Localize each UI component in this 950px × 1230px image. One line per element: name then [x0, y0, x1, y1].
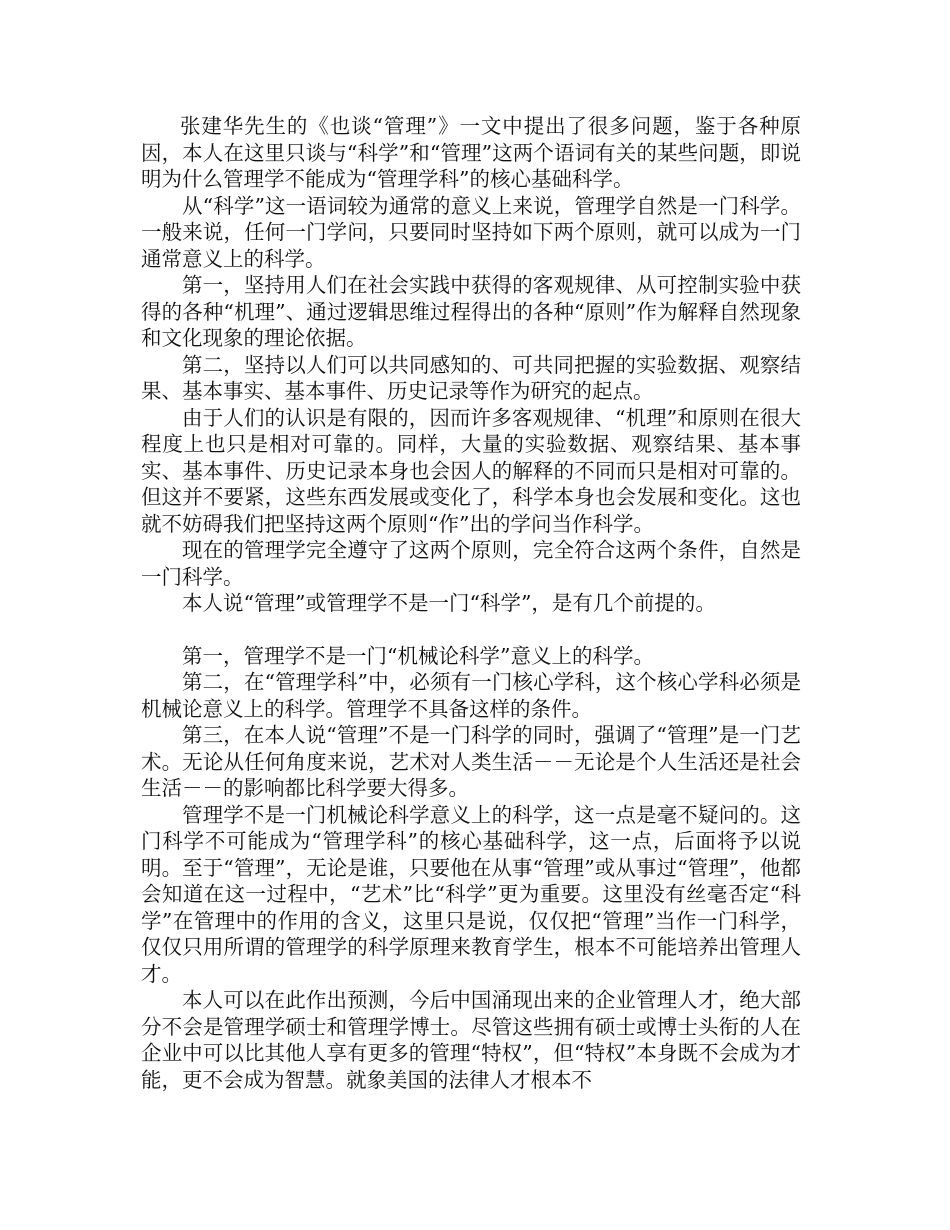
paragraph-premises: 本人说“管理”或管理学不是一门“科学”，是有几个前提的。	[182, 591, 716, 615]
paragraph-art-vs-science: 管理学不是一门机械论科学意义上的科学，这一点是毫不疑问的。这门科学不可能成为“管理学科”的核心基础科学，这一点，后面将予以说明。至于“管理”，无论是谁，只要他在从事“管理”或从事过“管理”，他都会知道在这一过程中，“艺术”比“科学”更为重要。这里没有丝毫否定“科学”在管理中的作用的含义，这里只是说，仅仅把“管理”当作一门科学，仅仅只用所谓的管理学的科学原理来教育学生，根本不可能培养出管理人才。	[141, 802, 801, 986]
paragraph-prediction: 本人可以在此作出预测，今后中国涌现出来的企业管理人才，绝大部分不会是管理学硕士和管理学博士。尽管这些拥有硕士或博士头衔的人在企业中可以比其他人享有更多的管理“特权”，但“特权”本身既不会成为才能，更不会成为智慧。就象美国的法律人才根本不	[141, 988, 801, 1092]
paragraph-limited-knowledge: 由于人们的认识是有限的，因而许多客观规律、“机理”和原则在很大程度上也只是相对可靠的。同样，大量的实验数据、观察结果、基本事实、基本事件、历史记录本身也会因人的解释的不同而只是相对可靠的。但这并不要紧，这些东西发展或变化了，科学本身也会发展和变化。这也就不妨碍我们把坚持这两个原则“作”出的学问当作科学。	[141, 405, 801, 536]
paragraph-principle-one: 第一，坚持用人们在社会实践中获得的客观规律、从可控制实验中获得的各种“机理”、通过逻辑思维过程得出的各种“原则”作为解释自然现象和文化现象的理论依据。	[141, 273, 801, 350]
paragraph-principle-two: 第二，坚持以人们可以共同感知的、可共同把握的实验数据、观察结果、基本事实、基本事件、历史记录等作为研究的起点。	[141, 352, 801, 403]
document-body	[141, 113, 801, 1093]
paragraph-management-is-science: 现在的管理学完全遵守了这两个原则，完全符合这两个条件，自然是一门科学。	[141, 538, 801, 589]
paragraph-science-general: 从“科学”这一语词较为通常的意义上来说，管理学自然是一门科学。一般来说，任何一门学问，只要同时坚持如下两个原则，就可以成为一门通常意义上的科学。	[141, 193, 801, 271]
paragraph-premise-one: 第一，管理学不是一门“机械论科学”意义上的科学。	[182, 643, 654, 668]
paragraph-premise-three: 第三，在本人说“管理”不是一门科学的同时，强调了“管理”是一门艺术。无论从任何角度来说，艺术对人类生活－－无论是个人生活还是社会生活－－的影响都比科学要大得多。	[141, 723, 801, 800]
paragraph-intro: 张建华先生的《也谈“管理”》一文中提出了很多问题，鉴于各种原因，本人在这里只谈与“科学”和“管理”这两个语词有关的某些问题，即说明为什么管理学不能成为“管理学科”的核心基础科学。	[141, 114, 801, 191]
paragraph-premise-two: 第二，在“管理学科”中，必须有一门核心学科，这个核心学科必须是机械论意义上的科学。管理学不具备这样的条件。	[141, 670, 801, 721]
